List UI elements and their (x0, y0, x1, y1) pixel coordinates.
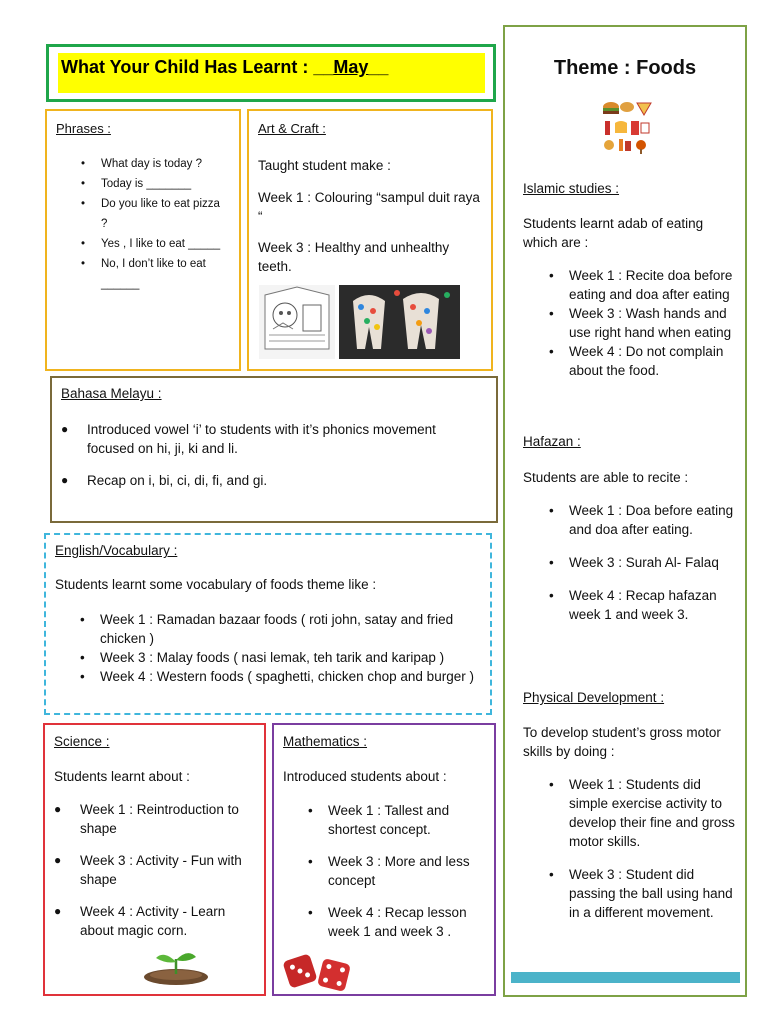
dice-icon (282, 953, 354, 993)
title-suffix: __ (368, 57, 389, 77)
list-item: • Week 4 : Recap hafazan week 1 and week 3. (569, 586, 735, 624)
teeth-craft-image (339, 285, 460, 359)
science-section (43, 723, 266, 996)
list-item: • Week 4 : Western foods ( spaghetti, chicken chop and burger ) (100, 667, 485, 686)
title-month: May (333, 57, 369, 77)
science-intro: Students learnt about : (54, 769, 190, 784)
physical-list (523, 775, 735, 922)
math-intro: Introduced students about : (283, 769, 447, 784)
art-craft-section (247, 109, 493, 371)
list-item: • Do you like to eat pizza ? (101, 194, 229, 234)
science-list (80, 800, 255, 940)
list-item: • Today is _______ (101, 174, 229, 194)
list-item: ● Week 1 : Reintroduction to shape (80, 800, 255, 838)
phrases-section (45, 109, 241, 371)
list-item: ● Week 3 : Activity - Fun with shape (80, 851, 255, 889)
art-intro: Taught student make : (258, 158, 391, 173)
hafazan-intro: Students are able to recite : (523, 470, 689, 485)
english-heading: English/Vocabulary : (55, 543, 178, 558)
list-item: • Week 1 : Students did simple exercise activity to develop their fine and gross motor skills. (569, 775, 735, 851)
art-week3: Week 3 : Healthy and unhealthy teeth. (258, 240, 450, 274)
list-item: • Week 1 : Tallest and shortest concept. (328, 801, 488, 839)
list-item: • No, I don’t like to eat ______ (101, 254, 229, 294)
english-intro: Students learnt some vocabulary of foods theme like : (55, 577, 377, 592)
list-item: • Yes , I like to eat _____ (101, 234, 229, 254)
art-heading: Art & Craft : (258, 121, 326, 136)
phrases-heading: Phrases : (56, 121, 111, 136)
islamic-section (523, 179, 735, 380)
hafazan-heading: Hafazan : (523, 434, 581, 449)
footer-bar (511, 972, 740, 983)
list-item: • Week 4 : Recap lesson week 1 and week 3 . (328, 903, 488, 941)
math-heading: Mathematics : (283, 734, 368, 749)
list-item: • Week 3 : Student did passing the ball using hand in a different movement. (569, 865, 735, 922)
list-item: ● Introduced vowel ‘i’ to students with it’s phonics movement focused on hi, ji, ki and li. (87, 420, 477, 458)
theme-column (503, 25, 747, 997)
colouring-sheet-image (259, 285, 335, 359)
art-week1: Week 1 : Colouring “sampul duit raya “ (258, 190, 480, 224)
science-heading: Science : (54, 734, 110, 749)
physical-heading: Physical Development : (523, 690, 665, 705)
english-list (100, 610, 485, 686)
list-item: ● Recap on i, bi, ci, di, fi, and gi. (87, 471, 477, 490)
list-item: • Week 3 : More and less concept (328, 852, 488, 890)
islamic-list (523, 266, 735, 380)
list-item: • What day is today ? (101, 154, 229, 174)
hafazan-section (523, 432, 735, 624)
art-content (258, 156, 484, 276)
food-collage-icon (599, 99, 655, 155)
list-item: ● Week 4 : Activity - Learn about magic corn. (80, 902, 255, 940)
sprout-icon (143, 947, 209, 985)
list-item: • Week 3 : Surah Al- Falaq (569, 553, 735, 572)
title-prefix: What Your Child Has Learnt : __ (61, 57, 334, 77)
title-banner (46, 44, 496, 102)
list-item: • Week 3 : Wash hands and use right hand when eating (569, 304, 735, 342)
list-item: • Week 1 : Recite doa before eating and doa after eating (569, 266, 735, 304)
math-list (328, 801, 488, 941)
list-item: • Week 3 : Malay foods ( nasi lemak, teh tarik and karipap ) (100, 648, 485, 667)
phrases-list (101, 154, 229, 294)
bahasa-list (87, 420, 477, 490)
physical-section (523, 688, 735, 922)
physical-intro: To develop student’s gross motor skills by doing : (523, 725, 721, 759)
hafazan-list (523, 501, 735, 624)
list-item: • Week 1 : Ramadan bazaar foods ( roti john, satay and fried chicken ) (100, 610, 485, 648)
page-title (61, 57, 388, 78)
theme-title: Theme : Foods (553, 57, 697, 79)
list-item: • Week 1 : Doa before eating and doa after eating. (569, 501, 735, 539)
bahasa-heading: Bahasa Melayu : (61, 386, 162, 401)
mathematics-section (272, 723, 496, 996)
islamic-heading: Islamic studies : (523, 181, 620, 196)
islamic-intro: Students learnt adab of eating which are : (523, 216, 704, 250)
english-section (44, 533, 492, 715)
list-item: • Week 4 : Do not complain about the food. (569, 342, 735, 380)
bahasa-melayu-section (50, 376, 498, 523)
